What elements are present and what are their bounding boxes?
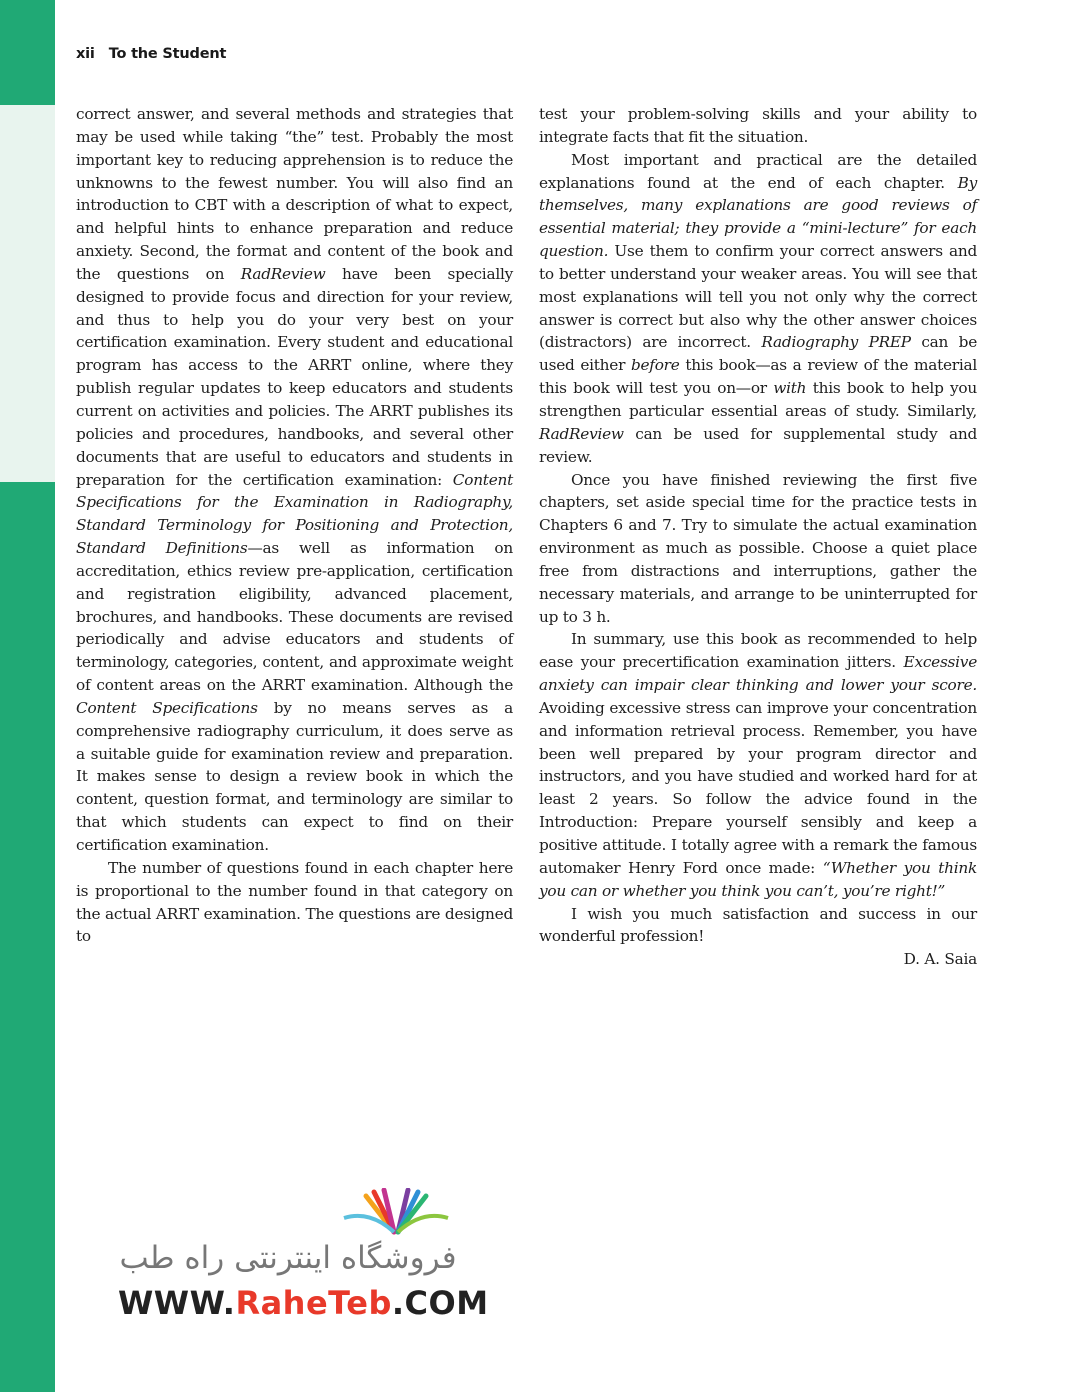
running-head-title: To the Student <box>108 46 227 62</box>
paragraph: test your problem-solving skills and your ability to integrate facts that fit the situation. <box>539 105 977 146</box>
side-color-bar-highlight <box>0 105 55 482</box>
left-column <box>76 103 513 948</box>
page-number: xii <box>76 46 95 62</box>
paragraph: correct answer, and several methods and strategies that may be used while taking “the” test. Probably the most important key to reducing apprehension is to reduce the unknowns to the fewest number. You will also find an introduction to CBT with a description of what to expect, and helpful hints to enhance preparation and reduce anxiety. Second, the format and content of the book and the questions on RadReview have been specially designed to provide focus and direction for your review, and thus to help you do your very best on your certification examination. Every student and educational program has access to the ARRT online, where they publish regular updates to keep educators and students current on activities and policies. The ARRT publishes its policies and procedures, handbooks, and several other documents that are useful to educators and students in preparation for the certification examination: Content Specifications for the Examination in Radiography, Standard Terminology for Positioning and Protection, Standard Definitions—as well as information on accreditation, ethics review pre-application, certification and registration eligibility, advanced placement, brochures, and handbooks. These documents are revised periodically and advise educators and students of terminology, categories, content, and approximate weight of content areas on the ARRT examination. Although the Content Specifications by no means serves as a comprehensive radiography curriculum, it does serve as a suitable guide for examination review and preparation. It makes sense to design a review book in which the content, question format, and terminology are similar to that which students can expect to find on their certification examination. <box>76 105 513 854</box>
watermark-url: WWW.RaheTeb.COM <box>118 1284 489 1322</box>
paragraph: The number of questions found in each chapter here is proportional to the number found in that category on the actual ARRT examination. The questions are designed to <box>76 858 513 946</box>
watermark <box>118 1188 489 1328</box>
paragraph: Most important and practical are the detailed explanations found at the end of each chapter. By themselves, many explanations are good reviews of essential material; they provide a “mini-lecture” for each question. Use them to confirm your correct answers and to better understand your weaker areas. You will see that most explanations will tell you not only why the correct answer is correct but also why the other answer choices (distractors) are incorrect. Radiography PREP can be used either before this book—as a review of the material this book will test you on—or with this book to help you strengthen particular essential areas of study. Similarly, RadReview can be used for supplemental study and review. <box>539 150 977 466</box>
paragraph: Once you have finished reviewing the first five chapters, set aside special time for the practice tests in Chapters 6 and 7. Try to simulate the actual examination environment as much as possible. Choose a quiet place free from distractions and interruptions, gather the necessary materials, and arrange to be uninterrupted for up to 3 h. <box>539 470 977 626</box>
open-book-logo-icon <box>336 1188 456 1236</box>
running-head <box>76 46 226 68</box>
right-column <box>539 103 977 971</box>
watermark-persian-text: فروشگاه اینترنتی راه طب <box>119 1240 457 1276</box>
paragraph: In summary, use this book as recommended to help ease your precertification examination jitters. Excessive anxiety can impair clear thinking and lower your score. Avoiding excessive stress can improve your concentration and information retrieval process. Remember, you have been well prepared by your program director and instructors, and you have studied and worked hard for at least 2 years. So follow the advice found in the Introduction: Prepare yourself sensibly and keep a positive attitude. I totally agree with a remark the famous automaker Henry Ford once made: “Whether you think you can or whether you think you can’t, you’re right!” <box>539 630 977 900</box>
paragraph: I wish you much satisfaction and success in our wonderful profession! <box>539 904 977 946</box>
author-signature: D. A. Saia <box>903 950 977 969</box>
